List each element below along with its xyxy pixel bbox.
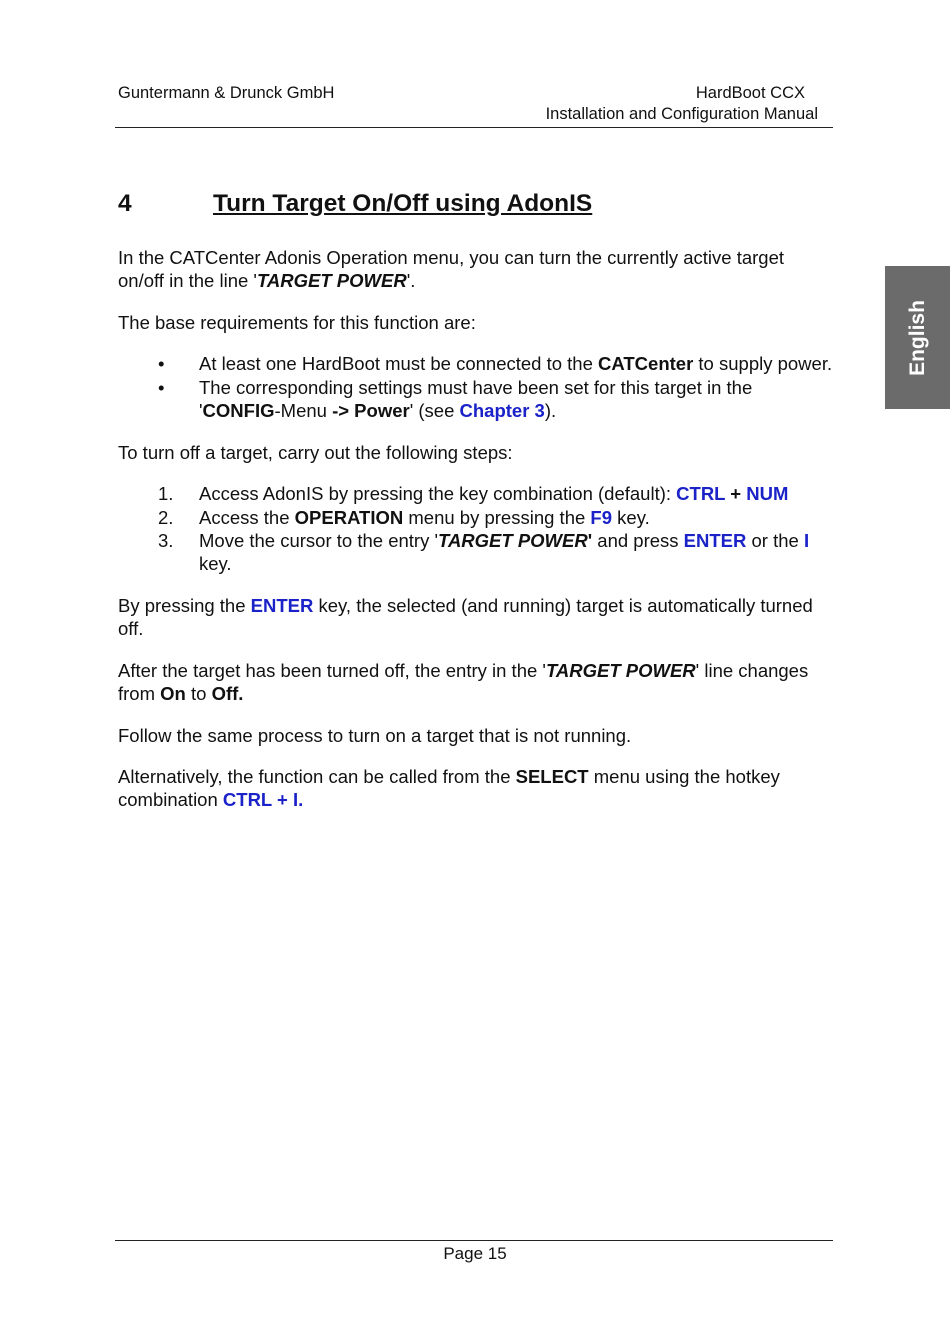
key-num: NUM — [746, 483, 789, 505]
header-rule — [115, 127, 833, 128]
step3-quote: ' — [587, 529, 593, 551]
key-f9: F9 — [590, 506, 613, 528]
intro-target-power: TARGET POWER — [256, 270, 407, 292]
step2-operation: OPERATION — [294, 506, 404, 528]
header-product: HardBoot CCX — [695, 84, 805, 102]
after-text-mid: ' line changes from — [118, 659, 809, 704]
bullet-icon: • — [158, 376, 165, 398]
req2-power: -> Power — [332, 400, 410, 422]
key-enter: ENTER — [250, 594, 314, 616]
alt-select: SELECT — [515, 766, 589, 788]
req2-end: ). — [544, 400, 557, 422]
key-ctrl: CTRL — [676, 483, 726, 505]
follow-paragraph: Follow the same process to turn on a target that is not running. — [118, 724, 632, 746]
step3-text-or: or the — [746, 529, 804, 551]
intro-text: In the CATCenter Adonis Operation menu, you can turn the currently active target on/off in the line ' — [118, 247, 785, 292]
req1-catcenter: CATCenter — [598, 353, 694, 375]
enter-text-end: key, the selected (and running) target is automatically turned off. — [118, 594, 813, 640]
step2-text-end: key. — [612, 506, 650, 528]
intro-text-end: '. — [406, 270, 416, 292]
footer-rule — [115, 1240, 833, 1241]
steps-intro: To turn off a target, carry out the following steps: — [118, 441, 513, 463]
header-doc-title: Installation and Configuration Manual — [545, 105, 818, 123]
step3-text-mid: and press — [592, 529, 684, 551]
step-number: 2. — [158, 506, 174, 528]
alternative-paragraph — [118, 765, 833, 812]
after-text: After the target has been turned off, the entry in the ' — [118, 659, 546, 681]
step3-text-end: key. — [199, 553, 232, 575]
list-item — [118, 482, 833, 505]
step2-text: Access the — [199, 506, 295, 528]
req2-config: CONFIG — [202, 400, 275, 422]
alt-text-mid: menu using the hotkey combination — [118, 766, 780, 811]
step3-text: Move the cursor to the entry ' — [199, 529, 439, 551]
key-i: I — [803, 529, 810, 551]
list-item — [118, 376, 833, 423]
section-number: 4 — [118, 190, 132, 217]
req2-text: The corresponding settings must have been set for this target in the ' — [199, 376, 753, 422]
step-number: 1. — [158, 483, 174, 505]
state-on: On — [160, 682, 186, 704]
enter-text: By pressing the — [118, 594, 251, 616]
requirements-intro: The base requirements for this function are: — [118, 311, 476, 333]
list-item — [118, 506, 833, 529]
page-number: Page 15 — [443, 1244, 507, 1263]
step1-text: Access AdonIS by pressing the key combination (default): — [199, 483, 677, 505]
state-off: Off. — [211, 682, 244, 704]
requirements-list — [118, 352, 833, 422]
body-content — [118, 246, 833, 830]
req1-text: At least one HardBoot must be connected to the — [199, 353, 599, 375]
enter-paragraph — [118, 594, 833, 641]
after-paragraph — [118, 659, 833, 706]
language-tab[interactable] — [885, 266, 950, 409]
header-company: Guntermann & Drunck GmbH — [118, 84, 335, 102]
step2-text-mid: menu by pressing the — [403, 506, 591, 528]
after-target-power: TARGET POWER — [545, 659, 696, 681]
req2-see: ' (see — [409, 400, 460, 422]
language-tab-label: English — [905, 299, 929, 376]
step-number: 3. — [158, 529, 174, 551]
section-title: Turn Target On/Off using AdonIS — [213, 190, 593, 217]
list-item — [118, 352, 833, 375]
steps-list — [118, 482, 833, 575]
req1-text-end: to supply power. — [693, 353, 833, 375]
list-item — [118, 529, 833, 576]
bullet-icon: • — [158, 353, 165, 375]
key-plus: + — [725, 483, 747, 505]
req2-menu: -Menu — [274, 400, 333, 422]
alt-text: Alternatively, the function can be called from the — [118, 766, 516, 788]
intro-paragraph — [118, 246, 833, 293]
step3-target-power: TARGET POWER — [438, 529, 588, 551]
chapter-3-link[interactable]: Chapter 3 — [459, 400, 545, 422]
key-enter: ENTER — [683, 529, 747, 551]
hotkey-ctrl-i: CTRL + I. — [222, 789, 304, 811]
after-text-to: to — [185, 682, 212, 704]
